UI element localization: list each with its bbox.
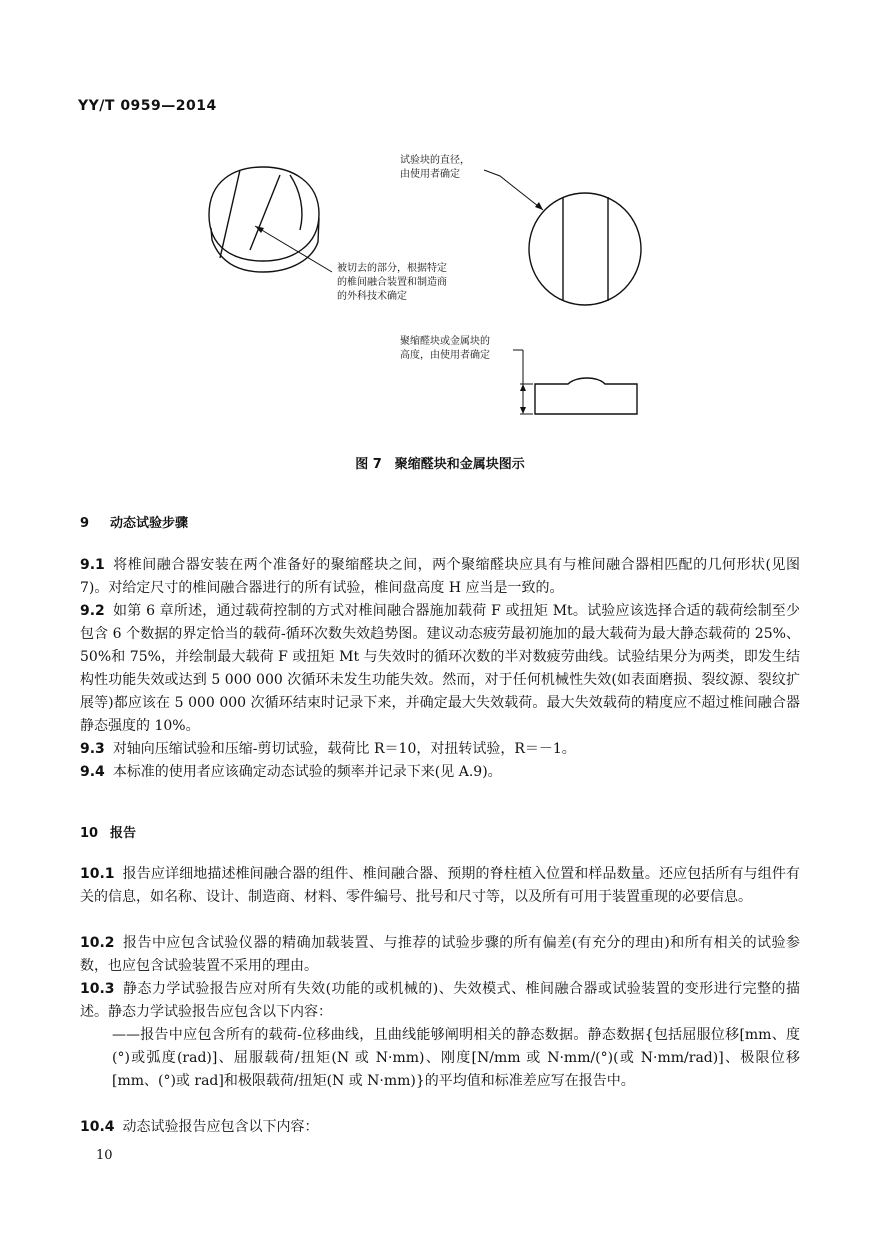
height-dimension-icon	[513, 350, 533, 414]
height-label-line-2: 高度，由使用者确定	[400, 350, 490, 361]
section-9-heading	[80, 512, 188, 531]
paragraph-10-4	[80, 1116, 800, 1139]
clause-text: 将椎间融合器安装在两个准备好的聚缩醛块之间，两个聚缩醛块应具有与椎间融合器相匹配的几何形状(见图 7)。对给定尺寸的椎间融合器进行的所有试验，椎间盘高度 H 应当是一致的。	[80, 557, 800, 596]
clause-text: 如第 6 章所述，通过载荷控制的方式对椎间融合器施加载荷 F 或扭矩 Mt。试验应该选择合适的载荷绘制至少包含 6 个数据的界定恰当的载荷-循环次数失效趋势图。建议动态疲劳最初施加的最大载荷为最大静态载荷的 25%、50%和 75%，并绘制最大载荷 F 或扭矩 Mt 与失效时的循环次数的半对数疲劳曲线。试验结果分为两类，即发生结构性功能失效或达到 5 000 000 次循环未发生功能失效。然而，对于任何机械性失效(如表面磨损、裂纹源、裂纹扩展等)都应该在 5 000 000 次循环结束时记录下来，并确定最大失效载荷。最大失效载荷的精度应不超过椎间融合器静态强度的 10%。	[80, 603, 800, 734]
section-10-heading	[80, 822, 136, 841]
height-label-line-1: 聚缩醛块或金属块的	[400, 336, 490, 347]
clause-number: 9.4	[80, 764, 105, 780]
cut-label-line-2: 的椎间融合装置和制造商	[337, 277, 447, 288]
paragraph-10-3	[80, 978, 800, 1024]
paragraph-10-1	[80, 863, 800, 909]
diameter-arrow-icon	[535, 202, 543, 210]
cylinder-block-drawing	[209, 167, 319, 272]
diameter-leader-line	[484, 170, 543, 210]
paragraph-10-2	[80, 932, 800, 978]
clause-text: 动态试验报告应包含以下内容：	[122, 1119, 319, 1135]
clause-number: 10.3	[80, 981, 115, 997]
clause-text: 本标准的使用者应该确定动态试验的频率并记录下来(见 A.9)。	[112, 764, 502, 780]
section-10-number: 10	[80, 826, 99, 841]
diameter-label-line-1: 试验块的直径，	[400, 155, 470, 166]
cut-leader-line	[255, 226, 332, 272]
diameter-annotation	[400, 154, 470, 182]
clause-number: 9.2	[80, 603, 105, 619]
section-9-number: 9	[80, 516, 90, 531]
clause-number: 9.3	[80, 741, 105, 757]
standard-number: YY/T 0959—2014	[78, 98, 217, 114]
paragraph-9-3	[80, 738, 800, 761]
paragraph-10-3-list-item: ——报告中应包含所有的载荷-位移曲线，且曲线能够阐明相关的静态数据。静态数据{包括屈服位移[mm、度(°)或弧度(rad)]、屈服载荷/扭矩(N 或 N·mm)、刚度[N/mm 或 N·mm/(°)(或 N·mm/rad)]、极限位移[mm、(°)或 rad]和极限载荷/扭矩(N 或 N·mm)}的平均值和标准差应写在报告中。	[112, 1027, 800, 1089]
clause-text: 报告中应包含试验仪器的精确加载装置、与推荐的试验步骤的所有偏差(有充分的理由)和所有相关的试验参数，也应包含试验装置不采用的理由。	[80, 935, 800, 974]
height-annotation	[400, 335, 490, 363]
clause-number: 10.2	[80, 935, 115, 951]
paragraph-9-1	[80, 554, 800, 600]
top-view-circle-drawing	[529, 193, 641, 305]
clause-number: 10.4	[80, 1119, 115, 1135]
cut-label-line-1: 被切去的部分，根据特定	[337, 263, 447, 274]
clause-text: 静态力学试验报告应对所有失效(功能的或机械的)、失效模式、椎间融合器或试验装置的变形进行完整的描述。静态力学试验报告应包含以下内容：	[80, 981, 800, 1020]
cut-annotation	[337, 262, 447, 304]
section-9-title: 动态试验步骤	[110, 516, 189, 531]
figure-caption: 图 7 聚缩醛块和金属块图示	[355, 457, 525, 472]
side-view-block-drawing	[535, 378, 637, 414]
section-10-title: 报告	[110, 826, 137, 841]
diameter-label-line-2: 由使用者确定	[400, 169, 460, 180]
clause-number: 10.1	[80, 866, 115, 882]
paragraph-9-4	[80, 761, 800, 784]
paragraph-9-2	[80, 600, 800, 738]
page-number: 10	[96, 1148, 113, 1163]
cut-label-line-3: 的外科技术确定	[337, 291, 407, 302]
clause-text: 对轴向压缩试验和压缩-剪切试验，载荷比 R＝10，对扭转试验，R＝－1。	[112, 741, 576, 757]
clause-number: 9.1	[80, 557, 105, 573]
cut-arrow-icon	[255, 226, 264, 233]
clause-text: 报告应详细地描述椎间融合器的组件、椎间融合器、预期的脊柱植入位置和样品数量。还应包括所有与组件有关的信息，如名称、设计、制造商、材料、零件编号、批号和尺寸等，以及所有可用于装置重现的必要信息。	[80, 866, 800, 905]
